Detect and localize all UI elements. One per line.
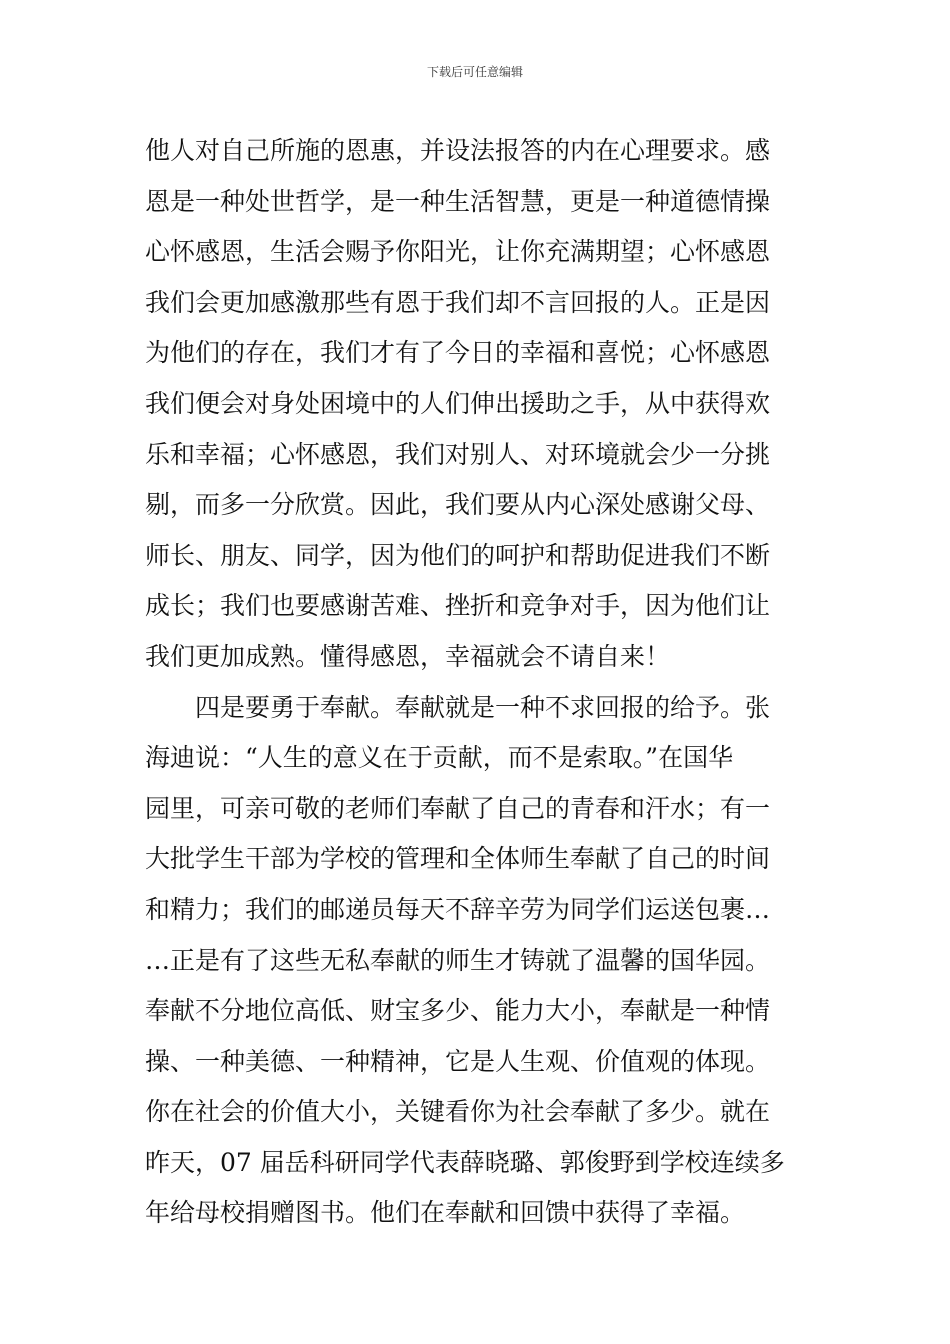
document-body [145, 126, 815, 1239]
paragraph-dedication [145, 683, 815, 1240]
text-line: 为他们的存在，我们才有了今日的幸福和喜悦；心怀感恩 [145, 338, 771, 368]
text-line: 乐和幸福；心怀感恩，我们对别人、对环境就会少一分挑 [145, 439, 771, 469]
text-line: 年给母校捐赠图书。他们在奉献和回馈中获得了幸福。 [145, 1198, 746, 1228]
text-line: 奉献不分地位高低、财宝多少、能力大小，奉献是一种情 [145, 996, 771, 1026]
text-line: 心怀感恩，生活会赐予你阳光，让你充满期望；心怀感恩 [145, 237, 771, 267]
text-line: 昨天，07 届岳科研同学代表薛晓璐、郭俊野到学校连续多 [145, 1147, 785, 1177]
text-line: 恩是一种处世哲学，是一种生活智慧，更是一种道德情操 [145, 186, 771, 216]
text-line: 师长、朋友、同学，因为他们的呵护和帮助促进我们不断 [145, 540, 771, 570]
page-header: 下载后可任意编辑 [426, 65, 523, 79]
text-line: 我们会更加感激那些有恩于我们却不言回报的人。正是因 [145, 287, 771, 317]
text-line: 和精力；我们的邮递员每天不辞辛劳为同学们运送包裹… [145, 894, 771, 924]
text-line: 园里，可亲可敬的老师们奉献了自己的青春和汗水；有一 [145, 793, 771, 823]
text-line: 剔，而多一分欣赏。因此，我们要从内心深处感谢父母、 [145, 490, 771, 520]
text-line: 我们便会对身处困境中的人们伸出援助之手，从中获得欢 [145, 388, 771, 418]
text-line: 海迪说：“人生的意义在于贡献，而不是索取。”在国华 [145, 743, 734, 773]
text-line: 他人对自己所施的恩惠，并设法报答的内在心理要求。感 [145, 136, 771, 165]
text-line: 我们更加成熟。懂得感恩，幸福就会不请自来！ [145, 641, 671, 671]
paragraph-gratitude [145, 126, 815, 683]
text-line-indented: 四是要勇于奉献。奉献就是一种不求回报的给予。张 [195, 692, 771, 722]
text-line: 大批学生干部为学校的管理和全体师生奉献了自己的时间 [145, 844, 771, 874]
text-line: …正是有了这些无私奉献的师生才铸就了温馨的国华园。 [145, 945, 771, 975]
text-line: 成长；我们也要感谢苦难、挫折和竞争对手，因为他们让 [145, 591, 771, 621]
text-line: 操、一种美德、一种精神，它是人生观、价值观的体现。 [145, 1046, 771, 1076]
text-line: 你在社会的价值大小，关键看你为社会奉献了多少。就在 [145, 1097, 771, 1127]
